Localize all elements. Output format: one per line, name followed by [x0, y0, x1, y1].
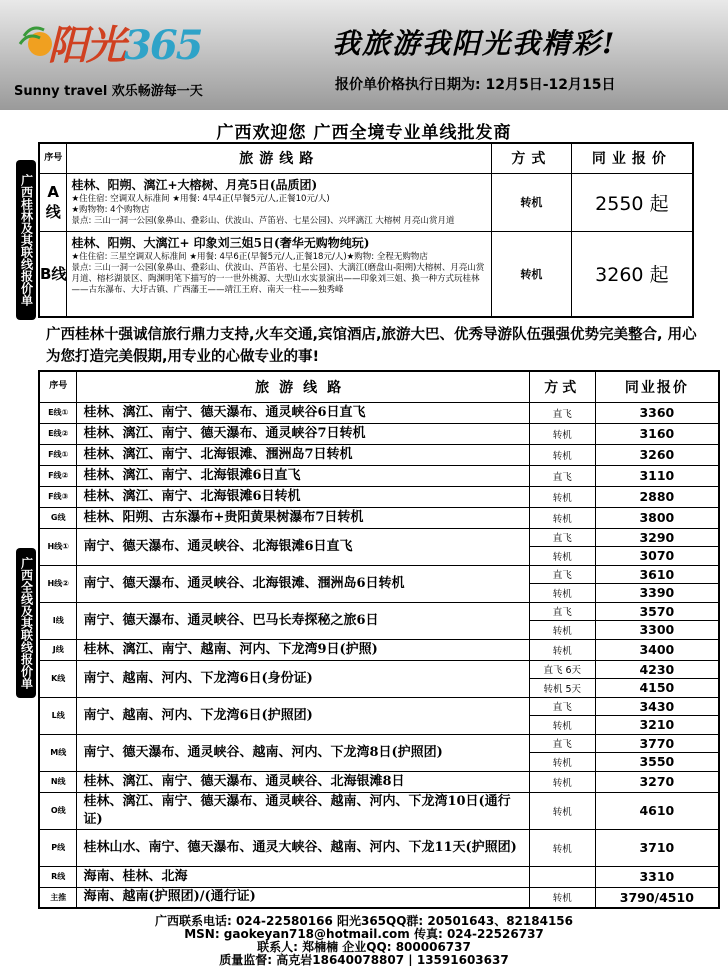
route-mode: 转机: [529, 829, 595, 866]
route-mode: 转机: [491, 231, 571, 317]
route-detail: ★住住宿: 三星空调双人标准间 ★用餐: 4早6正(早餐5元/人,正餐18元/人)★购物: 全程无购物店: [71, 251, 428, 262]
section2-body: [39, 402, 719, 908]
route-price: 3390: [595, 584, 719, 603]
route-price: 3610: [595, 565, 719, 584]
route-price: 3400: [595, 639, 719, 660]
table-row: [39, 602, 719, 621]
route-price: 3310: [595, 866, 719, 887]
route-price: 3770: [595, 734, 719, 753]
row-seq: P线: [39, 829, 77, 866]
route-price: 3160: [595, 423, 719, 444]
route-title: 桂林、阳朔、大漓江+ 印象刘三姐5日(奢华无购物纯玩): [71, 235, 370, 250]
route-price: 3270: [595, 771, 719, 792]
route-price: 3360: [595, 402, 719, 423]
route-cell: 南宁、德天瀑布、通灵峡谷、北海银滩、涠洲岛6日转机: [77, 565, 529, 602]
table-row: [39, 697, 719, 716]
route-mode: 转机: [529, 547, 595, 566]
row-seq: B线: [39, 231, 67, 317]
row-seq: O线: [39, 792, 77, 829]
route-price: 3550: [595, 753, 719, 772]
route-cell: 桂林山水、南宁、德天瀑布、通灵大峡谷、越南、河内、下龙11天(护照团): [77, 829, 529, 866]
row-seq: L线: [39, 697, 77, 734]
route-mode: 直飞: [529, 402, 595, 423]
footer-contact-phone: 广西联系电话: 024-22580166 阳光365QQ群: 20501643、82184156: [154, 914, 573, 928]
route-price: 4150: [595, 679, 719, 698]
route-mode: 转机: [529, 621, 595, 640]
route-price: 3570: [595, 602, 719, 621]
route-cell: 桂林、漓江、南宁、德天瀑布、通灵峡谷7日转机: [77, 423, 529, 444]
route-price: 3070: [595, 547, 719, 566]
route-cell: 桂林、漓江、南宁、越南、河内、下龙湾9日(护照): [77, 639, 529, 660]
table-row: [39, 565, 719, 584]
row-seq: M线: [39, 734, 77, 771]
header-seq: 序号: [39, 371, 77, 402]
section2-header-row: [39, 371, 719, 402]
row-seq: F线②: [39, 465, 77, 486]
route-price: 4610: [595, 792, 719, 829]
route-price: 3260: [595, 444, 719, 465]
route-mode: 转机: [529, 507, 595, 528]
promo-text: 广西桂林十强诚信旅行鼎力支持,火车交通,宾馆酒店,旅游大巴、优秀导游队伍强强优势完美整合, 用心为您打造完美假期,用专业的心做专业的事!: [46, 327, 697, 365]
row-seq: F线③: [39, 486, 77, 507]
header-route: 旅游线路: [67, 143, 492, 173]
route-price: 2550 起: [571, 173, 693, 231]
route-mode: 直飞: [529, 734, 595, 753]
header-banner: [0, 0, 728, 110]
route-cell: 海南、桂林、北海: [77, 866, 529, 887]
header-mode: 方式: [529, 371, 595, 402]
route-price: 3430: [595, 697, 719, 716]
route-price: 3110: [595, 465, 719, 486]
route-mode: 转机: [529, 887, 595, 908]
route-mode: 转机: [529, 639, 595, 660]
validity-date: 报价单价格执行日期为: 12月5日-12月15日: [335, 77, 616, 93]
route-cell: 南宁、德天瀑布、通灵峡谷、北海银滩6日直飞: [77, 528, 529, 565]
route-mode: 转机: [529, 771, 595, 792]
route-mode: 直飞: [529, 565, 595, 584]
row-seq: I线: [39, 602, 77, 639]
route-title: 桂林、阳朔、漓江+大榕树、月亮5日(品质团): [71, 177, 318, 192]
row-seq: H线①: [39, 528, 77, 565]
route-cell: 南宁、越南、河内、下龙湾6日(身份证): [77, 660, 529, 697]
route-price: 3710: [595, 829, 719, 866]
header-mode: 方式: [491, 143, 571, 173]
table-row: [39, 486, 719, 507]
table-row: [39, 444, 719, 465]
row-seq: 主推: [39, 887, 77, 908]
route-mode: 转机: [529, 792, 595, 829]
table-row: [39, 507, 719, 528]
footer-contact-person: 联系人: 郑楠楠 企业QQ: 800006737: [257, 940, 471, 954]
section1-header-row: [39, 143, 693, 173]
route-mode: 转机: [491, 173, 571, 231]
logo: 阳光365: [48, 22, 202, 69]
footer-quality: 质量监督: 高克岩18640078807 | 13591603637: [219, 953, 509, 966]
row-seq: A线: [39, 173, 67, 231]
route-mode: 转机 5天: [529, 679, 595, 698]
row-seq: E线②: [39, 423, 77, 444]
route-cell: 南宁、越南、河内、下龙湾6日(护照团): [77, 697, 529, 734]
route-detail: ★购物物: 4个购物店: [71, 204, 150, 215]
table-row: [39, 887, 719, 908]
row-seq: H线②: [39, 565, 77, 602]
row-seq: J线: [39, 639, 77, 660]
route-cell: 桂林、漓江、南宁、德天瀑布、通灵峡谷、北海银滩8日: [77, 771, 529, 792]
route-price: 3800: [595, 507, 719, 528]
route-detail: ★住住宿: 空调双人标准间 ★用餐: 4早4正(早餐5元/人,正餐10元/人): [71, 193, 330, 204]
section2-table: [38, 370, 720, 909]
header-price: 同业报价: [595, 371, 719, 402]
route-price: 3300: [595, 621, 719, 640]
route-detail: 景点: 三山一洞一公园(象鼻山、叠彩山、伏波山、芦笛岩、七星公园)、兴坪漓江 大榕树 月亮山赏月道: [71, 215, 455, 226]
table-row: [39, 829, 719, 866]
route-price: 3290: [595, 528, 719, 547]
header-route: 旅游线路: [77, 371, 529, 402]
route-mode: [529, 866, 595, 887]
route-cell: 桂林、漓江、南宁、北海银滩6日转机: [77, 486, 529, 507]
route-price: 2880: [595, 486, 719, 507]
row-seq: R线: [39, 866, 77, 887]
route-mode: 直飞: [529, 697, 595, 716]
route-price: 3210: [595, 716, 719, 735]
table-row: [39, 231, 693, 317]
table-row: [39, 734, 719, 753]
row-seq: G线: [39, 507, 77, 528]
route-cell: 桂林、漓江、南宁、北海银滩、涠洲岛7日转机: [77, 444, 529, 465]
route-price: 3260 起: [571, 231, 693, 317]
section2-side-label: 广西全线及其联线报价单: [16, 548, 36, 698]
table-row: [39, 771, 719, 792]
section1-side-label: 广西桂林及其联线报价单: [16, 160, 36, 320]
route-mode: 直飞: [529, 528, 595, 547]
section1-table: [38, 142, 694, 318]
route-mode: 转机: [529, 486, 595, 507]
route-cell: 南宁、德天瀑布、通灵峡谷、越南、河内、下龙湾8日(护照团): [77, 734, 529, 771]
route-mode: 直飞: [529, 465, 595, 486]
route-cell: [67, 173, 492, 231]
route-price: 4230: [595, 660, 719, 679]
route-cell: 桂林、漓江、南宁、德天瀑布、通灵峡谷6日直飞: [77, 402, 529, 423]
route-mode: 转机: [529, 716, 595, 735]
route-detail: 景点: 三山一洞一公园(象鼻山、叠彩山、伏波山、芦笛岩、七星公园)、大漓江(磨盘山-阳朔)大榕树、月亮山赏月道、榕杉湖景区、陶渊明笔下描写的一一世外桃源、大型山水实景演出——印象刘三姐、换一种方式玩桂林——古东瀑布、大圩古镇、广西藩王——靖江王府、南天一柱——独秀峰: [71, 262, 485, 295]
table-row: [39, 660, 719, 679]
route-mode: 转机: [529, 444, 595, 465]
route-mode: 直飞: [529, 602, 595, 621]
table-row: [39, 792, 719, 829]
table-row: [39, 528, 719, 547]
route-mode: 转机: [529, 423, 595, 444]
table-row: [39, 173, 693, 231]
footer-msn-fax: MSN: gaokeyan718@hotmail.com 传真: 024-22526737: [184, 927, 544, 941]
slogan: 我旅游我阳光我精彩!: [332, 27, 617, 60]
table-row: [39, 465, 719, 486]
route-cell: 海南、越南(护照团)/(通行证): [77, 887, 529, 908]
logo-subtitle: Sunny travel 欢乐畅游每一天: [14, 84, 203, 99]
route-cell: 南宁、德天瀑布、通灵峡谷、巴马长寿探秘之旅6日: [77, 602, 529, 639]
route-mode: 转机: [529, 584, 595, 603]
row-seq: F线①: [39, 444, 77, 465]
route-price: 3790/4510: [595, 887, 719, 908]
route-cell: 桂林、阳朔、古东瀑布+贵阳黄果树瀑布7日转机: [77, 507, 529, 528]
route-cell: [67, 231, 492, 317]
header-price: 同业报价: [571, 143, 693, 173]
table-row: [39, 423, 719, 444]
row-seq: E线①: [39, 402, 77, 423]
banner-title: 广西欢迎您 广西全境专业单线批发商: [216, 123, 512, 143]
row-seq: K线: [39, 660, 77, 697]
table-row: [39, 866, 719, 887]
route-mode: 转机: [529, 753, 595, 772]
route-mode: 直飞 6天: [529, 660, 595, 679]
table-row: [39, 639, 719, 660]
row-seq: N线: [39, 771, 77, 792]
route-cell: 桂林、漓江、南宁、德天瀑布、通灵峡谷、越南、河内、下龙湾10日(通行证): [77, 792, 529, 829]
table-row: [39, 402, 719, 423]
header-seq: 序号: [39, 143, 67, 173]
route-cell: 桂林、漓江、南宁、北海银滩6日直飞: [77, 465, 529, 486]
